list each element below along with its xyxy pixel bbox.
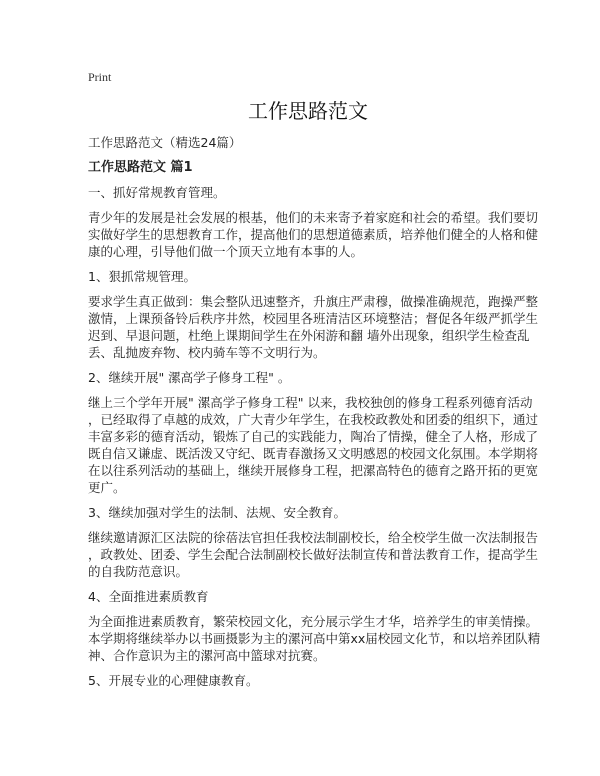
print-label: Print — [88, 70, 112, 84]
paragraph — [88, 394, 539, 496]
text-line: ，政教处、团委、学生会配合法制副校长做好法制宣传和普法教育工作，提高学生 — [88, 547, 539, 562]
text-line: 既自信又谦虚、既活泼又守纪、既青春激扬又文明感恩的校园文化氛围。本学期将 — [88, 446, 539, 461]
paragraph — [88, 184, 528, 201]
text-line: 一、抓好常规教育管理。 — [88, 185, 226, 200]
text-line: 继上三个学年开展" 漯高学子修身工程" 以来，我校独创的修身工程系列德育活动 — [88, 395, 533, 410]
paragraph — [88, 504, 528, 521]
text-line: 神、合作意识为主的漯河高中篮球对抗赛。 — [88, 648, 326, 663]
text-line: 丰富多彩的德育活动，锻炼了自己的实践能力，陶冶了情操，健全了人格，形成了 — [88, 429, 539, 444]
text-line: 继续邀请源汇区法院的徐蓓法官担任我校法制副校长，给全校学生做一次法制报告 — [88, 530, 539, 545]
text-line: 1、狠抓常规管理。 — [88, 269, 196, 284]
text-line: 实做好学生的思想教育工作，提高他们的思想道德素质，培养他们健全的人格和健 — [88, 227, 539, 242]
text-line: 青少年的发展是社会发展的根基，他们的未来寄予着家庭和社会的希望。我们要切 — [88, 210, 539, 225]
text-line: 激情，上课预备铃后秩序井然，校园里各班清洁区环境整洁；督促各年级严抓学生 — [88, 311, 539, 326]
text-line: 2、继续开展" 漯高学子修身工程" 。 — [88, 370, 291, 385]
document-page — [88, 70, 541, 697]
paragraph — [88, 529, 539, 580]
paragraph — [88, 209, 539, 260]
text-line: ，已经取得了卓越的成效，广大青少年学生，在我校政教处和团委的组织下，通过 — [88, 412, 539, 427]
section-heading: 工作思路范文 篇1 — [88, 160, 193, 175]
text-line: 要求学生真正做到：集会整队迅速整齐，升旗庄严肃穆，做操准确规范，跑操严整 — [88, 294, 539, 309]
paragraph — [88, 613, 541, 664]
paragraph — [88, 672, 528, 689]
text-line: 丢、乱抛废弃物、校内骑车等不文明行为。 — [88, 345, 326, 360]
paragraph — [88, 369, 528, 386]
text-line: 迟到、早退问题，杜绝上课期间学生在外闲游和翻 墙外出现象，组织学生检查乱 — [88, 328, 530, 343]
document-body — [88, 184, 541, 689]
text-line: 康的心理，引导他们做一个顶天立地有本事的人。 — [88, 244, 364, 259]
text-line: 在以往系列活动的基础上，继续开展修身工程，把漯高特色的德育之路开拓的更宽 — [88, 463, 539, 478]
text-line: 4、全面推进素质教育 — [88, 589, 209, 604]
paragraph — [88, 293, 539, 361]
text-line: 本学期将继续举办以书画摄影为主的漯河高中第xx届校园文化节，和以培养团队精 — [88, 631, 541, 646]
paragraph — [88, 268, 528, 285]
subtitle: 工作思路范文（精选24篇） — [88, 135, 242, 150]
text-line: 更广。 — [88, 480, 126, 495]
text-line: 的自我防范意识。 — [88, 564, 189, 579]
text-line: 5、开展专业的心理健康教育。 — [88, 673, 259, 688]
paragraph — [88, 588, 528, 605]
document-title: 工作思路范文 — [248, 99, 368, 123]
text-line: 3、继续加强对学生的法制、法规、安全教育。 — [88, 505, 346, 520]
text-line: 为全面推进素质教育，繁荣校园文化，充分展示学生才华，培养学生的审美情操。 — [88, 614, 539, 629]
